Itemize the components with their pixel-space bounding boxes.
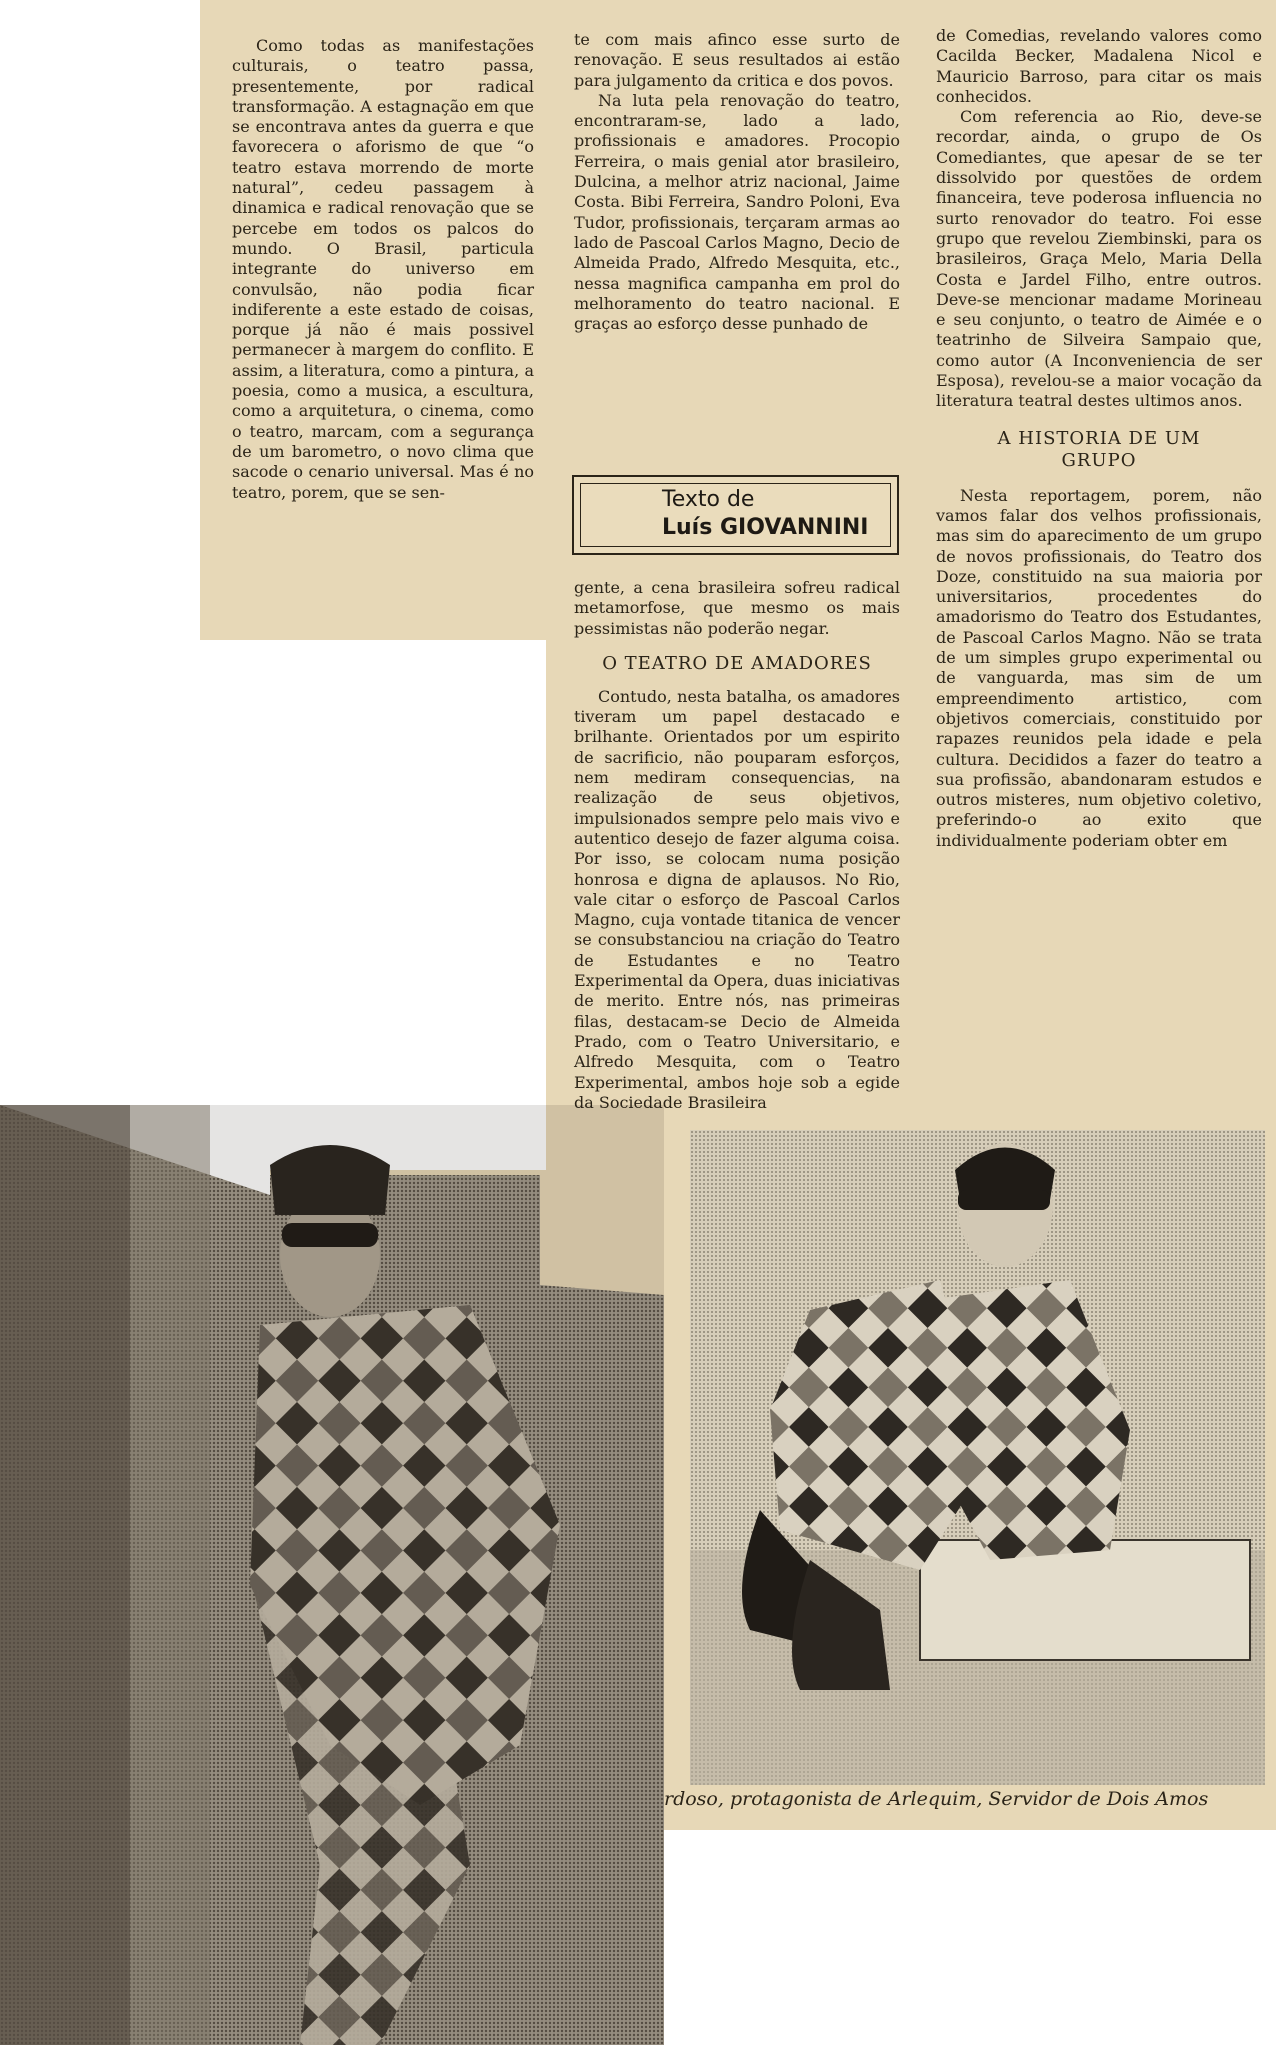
byline-label: Texto de: [662, 487, 755, 512]
paragraph: Como todas as manifestações culturais, o teatro passa, presentemente, por radical transformação. A estagnação em que se encontrava antes da guerra e que favorecera o aforismo de que “o teatro estava morrendo de morte natural”, cedeu passagem à dinamica e radical renovação que se percebe em todos os palcos do mundo. O Brasil, particula integrante do universo em convulsão, não podia ficar indiferente a este estado de coisas, porque já não é mais possivel permanecer à margem do conflito. E assim, a literatura, como a pintura, a poesia, como a musica, a escultura, como a arquitetura, o cinema, como o teatro, marcam, com a segurança de um barometro, o novo clima que sacode o cenario universal. Mas é no teatro, porem, que se sen-: [232, 36, 534, 502]
harlequin-photo-left: [0, 1105, 664, 2045]
paragraph: te com mais afinco esse surto de renovação. E seus resultados ai estão para julgamento da critica e dos povos.: [574, 30, 900, 90]
byline-author: Luís GIOVANNINI: [662, 515, 869, 540]
section-heading: A HISTORIA DE UM GRUPO: [997, 427, 1201, 471]
paragraph: gente, a cena brasileira sofreu radical metamorfose, que mesmo os mais pessimistas não poderão negar.: [574, 578, 900, 638]
paragraph: Na luta pela renovação do teatro, encontraram-se, lado a lado, profissionais e amadores. Procopio Ferreira, o mais genial ator brasileiro, Dulcina, a melhor atriz nacional, Jaime Costa. Bibi Ferreira, Sandro Poloni, Eva Tudor, profissionais, terçaram armas ao lado de Pascoal Carlos Magno, Decio de Almeida Prado, Alfredo Mesquita, etc., nessa magnifica campanha em prol do melhoramento do teatro nacional. E graças ao esforço desse punhado de: [574, 90, 900, 334]
byline-box: [572, 475, 899, 555]
article-column-3: [936, 26, 1262, 851]
paragraph: de Comedias, revelando valores como Cacilda Becker, Madalena Nicol e Mauricio Barroso, para citar os mais conhecidos.: [936, 26, 1262, 106]
article-column-2-bottom: [574, 578, 900, 1113]
article-column-2-top: [574, 30, 900, 334]
photo-caption: rdoso, protagonista de Arlequim, Servidor de Dois Amos: [664, 1788, 1209, 1810]
paragraph: Com referencia ao Rio, deve-se recordar, ainda, o grupo de Os Comediantes, que apesar de se ter dissolvido por questões de ordem financeira, teve poderosa influencia no surto renovador do teatro. Foi esse grupo que revelou Ziembinski, para os brasileiros, Graça Melo, Maria Della Costa e Jardel Filho, entre outros. Deve-se mencionar madame Morineau e seu conjunto, o teatro de Aimée e o teatrinho de Silveira Sampaio que, como autor (A Inconveniencia de ser Esposa), revelou-se a maior vocação da literatura teatral destes ultimos anos.: [936, 107, 1262, 411]
harlequin-photo-right: [690, 1130, 1265, 1785]
paragraph: Contudo, nesta batalha, os amadores tiveram um papel destacado e brilhante. Orientados por um espirito de sacrificio, não pouparam esforços, nem mediram consequencias, na realização de seus objetivos, impulsionados sempre pelo mais vivo e autentico desejo de fazer alguma coisa. Por isso, se colocam numa posição honrosa e digna de aplausos. No Rio, vale citar o esforço de Pascoal Carlos Magno, cuja vontade titanica de vencer se consubstanciou na criação do Teatro de Estudantes e no Teatro Experimental da Opera, duas iniciativas de merito. Entre nós, nas primeiras filas, destacam-se Decio de Almeida Prado, com o Teatro Universitario, e Alfredo Mesquita, com o Teatro Experimental, ambos hoje sob a egide da Sociedade Brasileira: [574, 686, 900, 1112]
section-heading: O TEATRO DE AMADORES: [602, 652, 872, 674]
paragraph: Nesta reportagem, porem, não vamos falar dos velhos profissionais, mas sim do aparecimento de um grupo de novos profissionais, do Teatro dos Doze, constituido na sua maioria por universitarios, procedentes do amadorismo do Teatro dos Estudantes, de Pascoal Carlos Magno. Não se trata de um simples grupo experimental ou de vanguarda, mas sim de um empreendimento artistico, com objetivos comerciais, constituido por rapazes reunidos pela idade e pela cultura. Decididos a fazer do teatro a sua profissão, abandonaram estudos e outros misteres, num objetivo coletivo, preferindo-o ao exito que individualmente poderiam obter em: [936, 485, 1262, 850]
article-column-1: [232, 36, 534, 503]
